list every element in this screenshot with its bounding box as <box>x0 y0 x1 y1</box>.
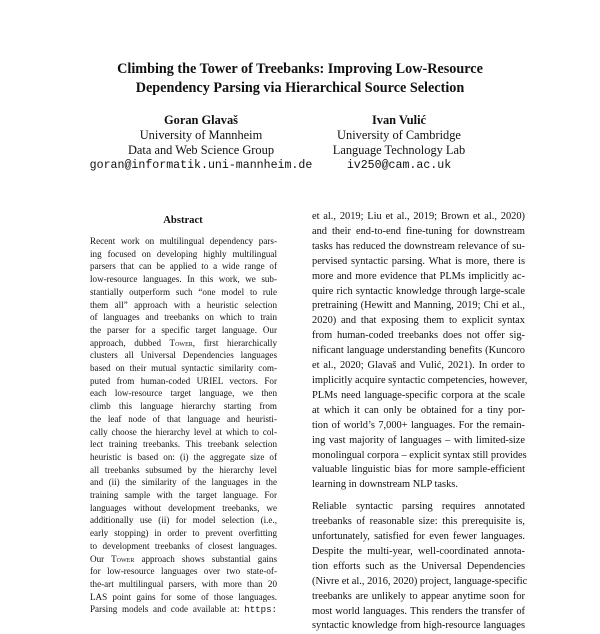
body-line: Despite the multi-year, well-coordinated annota- <box>312 545 525 557</box>
body-line: quire rich syntactic knowledge through large-scale <box>312 285 525 297</box>
body-line: from human-coded treebanks does not offer sig- <box>312 330 525 342</box>
abstract-line: ing focused on developing highly multilingual <box>90 248 277 259</box>
body-line: pervised syntactic parsing. What is more, there is <box>312 255 525 267</box>
paper-title <box>60 60 540 98</box>
body-line: tion of world’s 7,000+ languages. For the remain- <box>312 419 525 431</box>
author-name: Goran Glavaš <box>163 113 238 127</box>
body-line: treebanks are unlikely to appear anytime soon for <box>312 590 525 602</box>
abstract-line: puted from human-coded URIEL vectors. For <box>90 375 277 386</box>
abstract-line: Recent work on multilingual dependency pars- <box>90 236 277 246</box>
abstract-line: to development treebanks of closest languages. <box>90 540 277 551</box>
author-email: goran@informatik.uni-mannheim.de <box>89 159 313 172</box>
abstract-heading: Abstract <box>163 215 203 226</box>
abstract-line: approach, dubbed Tower, first hierarchically <box>90 337 277 348</box>
abstract-line: heuristic is based on: (i) the aggregate size of <box>90 451 277 462</box>
body-line: 2020) and that exposing them to explicit syntax <box>312 315 525 327</box>
author-block-2 <box>298 113 500 173</box>
body-line: tasks has reduced the downstream relevance of su- <box>312 240 525 252</box>
author-department: Language Technology Lab <box>332 143 466 157</box>
author-email: iv250@cam.ac.uk <box>346 159 452 172</box>
abstract-line: additionally use (ii) for model selection (i.e., <box>90 515 277 526</box>
body-line: valuable linguistic bias for more sample-efficient <box>312 464 525 476</box>
abstract-line: each low-resource target language, we then <box>90 388 277 399</box>
body-line: unfortunately, satisfied for even fewer languages. <box>312 531 525 543</box>
title-line-2: Dependency Parsing via Hierarchical Source Selection <box>135 80 465 96</box>
body-line: (Nivre et al., 2016, 2020) project, language-specific <box>312 575 528 587</box>
body-line: pretraining (Hewitt and Manning, 2019; Chi et al., <box>312 300 525 312</box>
abstract-line: all treebanks subsumed by the hierarchy level <box>90 464 277 475</box>
abstract-line: and (ii) the similarity of the languages in the <box>90 477 277 488</box>
abstract-line: of languages and treebanks on which to train <box>90 312 277 323</box>
abstract-line: cally choose the hierarchy level at which to col- <box>90 426 277 437</box>
body-line: PLMs need language-specific corpora at the scale <box>312 389 525 401</box>
abstract-line: the parser for a specific target language. Our <box>90 324 277 335</box>
abstract-line: climb this language hierarchy starting from <box>90 401 277 412</box>
abstract-line: training sample with the target language. For <box>90 490 277 501</box>
abstract-line: early stopping) in order to prevent overfitting <box>90 528 277 539</box>
body-line: nificant language understanding benefits (Kuncoro <box>312 345 525 357</box>
abstract-line: for low-resource languages over two state-of- <box>90 566 277 577</box>
author-name: Ivan Vulić <box>371 113 427 127</box>
body-line: Reliable syntactic parsing requires annotated <box>312 501 525 513</box>
body-line: et al., 2020; Glavaš and Vulić, 2021). In order to <box>312 360 525 372</box>
body-line: and their end-to-end fine-tuning for downstream <box>312 225 525 237</box>
abstract-line: Our Tower approach shows substantial gains <box>90 553 278 564</box>
abstract-line: LAS point gains for some of those languages. <box>90 591 277 602</box>
abstract-line: parsers that can be applied to a wide range of <box>90 261 277 272</box>
body-line: most world languages. This renders the transfer of <box>312 605 525 617</box>
abstract-line: Parsing models and code available at: https: <box>90 604 277 616</box>
body-line: syntactic knowledge from high-resource languages <box>312 620 525 632</box>
title-line-1: Climbing the Tower of Treebanks: Improving Low-Resource <box>117 61 483 77</box>
abstract-line: languages without development treebanks, we <box>90 502 277 513</box>
body-column <box>312 210 528 634</box>
abstract-line: based on their mutual syntactic similarity com- <box>90 363 277 374</box>
body-line: tion efforts such as the Universal Dependencies <box>312 560 525 572</box>
abstract-line: low-resource languages. In this work, we sub- <box>90 274 277 285</box>
author-block-1 <box>85 113 317 173</box>
abstract-line: stantially outperform such “one model to rule <box>90 286 277 297</box>
author-affiliation: University of Mannheim <box>139 128 263 142</box>
body-line: treebanks of reasonable size: this prerequisite is, <box>312 516 525 528</box>
body-line: more and more evidence that PLMs implicitly ac- <box>312 270 525 282</box>
body-line: implicitly acquire syntactic competencies, however, <box>312 374 528 386</box>
abstract-column <box>90 235 277 617</box>
abstract-line: the-art multilingual parsers, with more than 20 <box>90 578 277 589</box>
abstract-line: the leaf node of that language and heuristi- <box>90 413 277 424</box>
body-line: et al., 2019; Liu et al., 2019; Brown et al., 2020) <box>312 211 525 222</box>
author-department: Data and Web Science Group <box>127 143 275 157</box>
body-line: ing vast majority of languages – with limited-size <box>312 434 525 446</box>
body-line: at which it can only be obtained for a tiny por- <box>312 404 525 416</box>
abstract-line: them all” approach with a heuristic selection <box>90 299 277 310</box>
body-line: learning in downstream NLP tasks. <box>312 479 458 491</box>
author-affiliation: University of Cambridge <box>337 128 461 142</box>
abstract-line: lect training treebanks. This treebank selection <box>90 439 277 450</box>
abstract-line: clusters all Universal Dependencies languages <box>90 350 277 361</box>
body-line: monolingual corpora – explicit syntax still provides <box>312 449 527 461</box>
